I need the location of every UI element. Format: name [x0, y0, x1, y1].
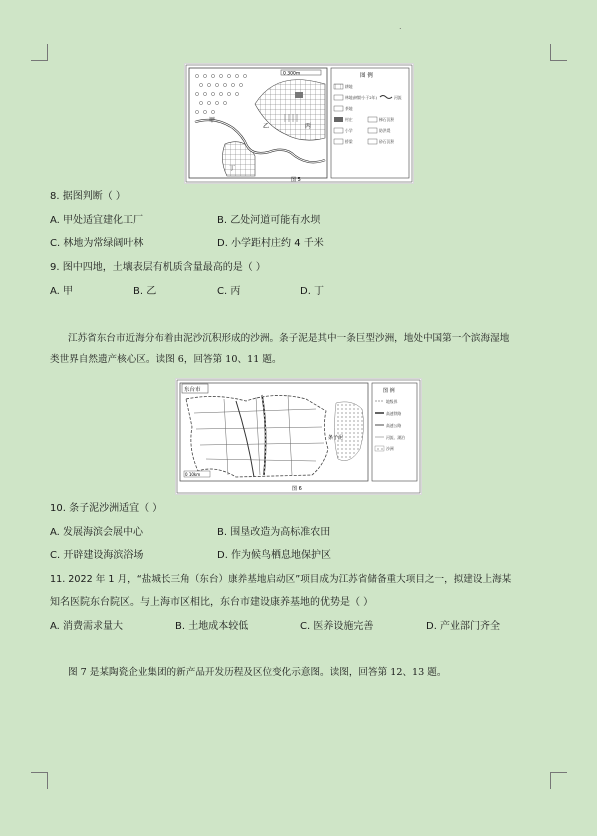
figure5-scale-label: 0 300m	[283, 71, 301, 77]
figure6-scale-label: 0 10km	[185, 472, 201, 477]
question-8-option-a[interactable]: A. 甲处适宜建化工厂	[50, 215, 144, 226]
figure5-legend-item: 林地(树龄小于2年)	[345, 95, 377, 100]
crop-mark-bottom-left	[31, 772, 48, 789]
question-11-option-b[interactable]: B. 土地成本较低	[175, 621, 249, 632]
figure5-legend-title: 图 例	[360, 73, 373, 79]
question-10-option-d[interactable]: D. 作为候鸟栖息地保护区	[217, 550, 332, 561]
figure5-legend-item: 村庄	[345, 117, 353, 122]
question-11-option-c[interactable]: C. 医养设施完善	[300, 621, 374, 632]
figure5-mark-ding: 丁	[229, 165, 236, 172]
passage-2-line-1: 图 7 是某陶瓷企业集团的新产品开发历程及区位变化示意图。读图，回答第 12、13 题。	[68, 667, 447, 678]
figure5-mark-yi: 乙	[263, 123, 270, 130]
question-9-option-c[interactable]: C. 丙	[217, 286, 241, 297]
figure5-caption: 图 5	[291, 177, 301, 183]
figure6-place-label: 条子泥	[328, 435, 344, 441]
question-10-stem: 10. 条子泥沙洲适宜（ ）	[50, 503, 163, 514]
question-9-stem: 9. 图中四地，土壤表层有机质含量最高的是（ ）	[50, 262, 266, 273]
question-8-option-b[interactable]: B. 乙处河道可能有水坝	[217, 215, 321, 226]
question-8-option-d[interactable]: D. 小学距村庄约 4 千米	[217, 238, 324, 249]
figure5-legend-item: 茶地	[345, 106, 353, 111]
question-11-line-1: 11. 2022 年 1 月，“盐城长三角（东台）康养基地启动区”项目成为江苏省储备重大项目之一，拟建设上海某	[50, 574, 512, 585]
figure5-legend-item: 梯石沉积	[379, 117, 395, 122]
question-10-option-a[interactable]: A. 发展海滨会展中心	[50, 527, 144, 538]
top-mark: .	[399, 22, 402, 31]
figure6-legend-item: 高速铁路	[386, 411, 402, 416]
figure6-legend-item: 高速公路	[386, 423, 402, 428]
crop-mark-bottom-right	[550, 772, 567, 789]
question-10-option-c[interactable]: C. 开辟建设海滨浴场	[50, 550, 144, 561]
passage-1-line-1: 江苏省东台市近海分布着由泥沙沉积形成的沙洲。条子泥是其中一条巨型沙洲，地处中国第一个滨海湿地	[68, 333, 510, 344]
crop-mark-top-right	[550, 44, 567, 61]
figure6-caption: 图 6	[292, 486, 302, 492]
figure6-legend-item: 沙洲	[386, 446, 394, 451]
figure6-legend-item: 地级界	[386, 399, 398, 404]
figure5-legend-item: 砂石沉积	[379, 139, 395, 144]
crop-mark-top-left	[31, 44, 48, 61]
question-11-option-d[interactable]: D. 产业部门齐全	[426, 621, 501, 632]
figure6-city-label: 东台市	[184, 387, 201, 393]
figure5-legend-item: 耕地	[345, 84, 353, 89]
figure5-legend-item: 河流	[394, 95, 402, 100]
question-8-stem: 8. 据图判断（ ）	[50, 191, 126, 202]
passage-1-line-2: 类世界自然遗产核心区。读图 6，回答第 10、11 题。	[50, 354, 282, 365]
figure5-mark-jia: 甲	[209, 117, 216, 124]
figure5-legend-item: 防洪堤	[379, 128, 391, 133]
question-11-option-a[interactable]: A. 消费需求量大	[50, 621, 124, 632]
figure6-legend-title: 图 例	[383, 388, 395, 394]
question-9-option-a[interactable]: A. 甲	[50, 286, 74, 297]
figure5-legend-item: 桥梁	[345, 139, 353, 144]
figure5-mark-bing: 丙	[305, 123, 312, 130]
figure-6	[175, 378, 422, 495]
figure6-legend-item: 河流、湖泊	[386, 435, 405, 440]
question-10-option-b[interactable]: B. 围垦改造为高标准农田	[217, 527, 331, 538]
question-9-option-b[interactable]: B. 乙	[133, 286, 157, 297]
figure-5	[184, 63, 414, 184]
figure5-legend-item: 小学	[345, 128, 353, 133]
question-8-option-c[interactable]: C. 林地为常绿阔叶林	[50, 238, 144, 249]
question-11-line-2: 知名医院东台院区。与上海市区相比，东台市建设康养基地的优势是（ ）	[50, 597, 374, 608]
question-9-option-d[interactable]: D. 丁	[300, 286, 325, 297]
